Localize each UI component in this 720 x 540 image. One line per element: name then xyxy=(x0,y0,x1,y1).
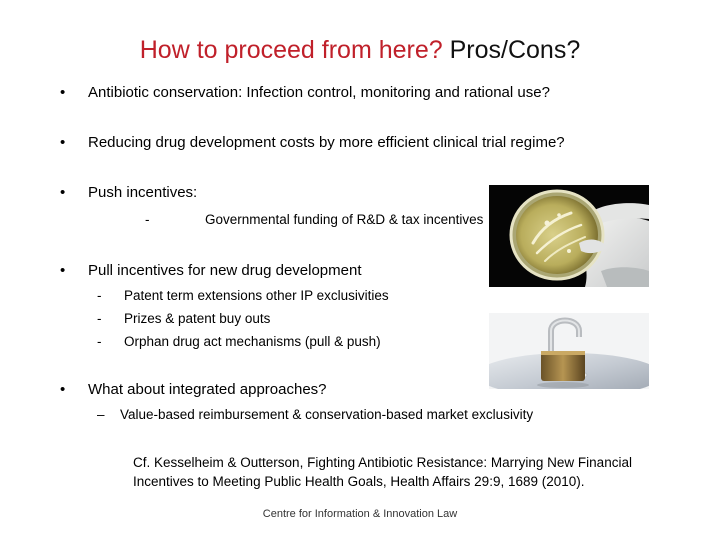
slide-footer: Centre for Information & Innovation Law xyxy=(262,508,458,520)
title-question: How to proceed from here? xyxy=(139,36,443,64)
bullet-marker: • xyxy=(60,184,66,201)
title-pros-cons: Pros/Cons? xyxy=(449,36,581,64)
integrated-item-value-based: Value-based reimbursement & conservation-based market exclusivity xyxy=(120,407,534,422)
pull-item-marker: - xyxy=(97,288,102,303)
petri-dish-photo xyxy=(489,185,649,287)
push-item-governmental-funding: Governmental funding of R&D & tax incentives xyxy=(205,212,484,227)
bullet-marker: • xyxy=(60,381,66,398)
citation-line-1: Cf. Kesselheim & Outterson, Fighting Antibiotic Resistance: Marrying New Financial xyxy=(133,455,632,470)
petri-dish-illustration xyxy=(489,185,649,287)
padlock-illustration xyxy=(489,313,649,389)
bullet-marker: • xyxy=(60,84,66,101)
pull-item-orphan-drug: Orphan drug act mechanisms (pull & push) xyxy=(124,334,381,349)
bullet-drug-development-costs: Reducing drug development costs by more efficient clinical trial regime? xyxy=(88,134,565,151)
bullet-marker: • xyxy=(60,262,66,279)
bullet-antibiotic-conservation: Antibiotic conservation: Infection control, monitoring and rational use? xyxy=(88,84,550,101)
pull-item-patent-term: Patent term extensions other IP exclusivities xyxy=(124,288,389,303)
bullet-integrated-approaches: What about integrated approaches? xyxy=(88,381,327,398)
bullet-marker: • xyxy=(60,134,66,151)
open-padlock-photo xyxy=(489,313,649,389)
push-item-marker: - xyxy=(145,212,150,227)
pull-item-marker: - xyxy=(97,311,102,326)
pull-item-prizes: Prizes & patent buy outs xyxy=(124,311,271,326)
pull-item-marker: - xyxy=(97,334,102,349)
slide-title xyxy=(0,34,720,66)
integrated-item-marker: – xyxy=(97,407,105,422)
bullet-push-incentives: Push incentives: xyxy=(88,184,198,201)
citation-line-2: Incentives to Meeting Public Health Goals, Health Affairs 29:9, 1689 (2010). xyxy=(133,474,585,489)
bullet-pull-incentives: Pull incentives for new drug development xyxy=(88,262,362,279)
